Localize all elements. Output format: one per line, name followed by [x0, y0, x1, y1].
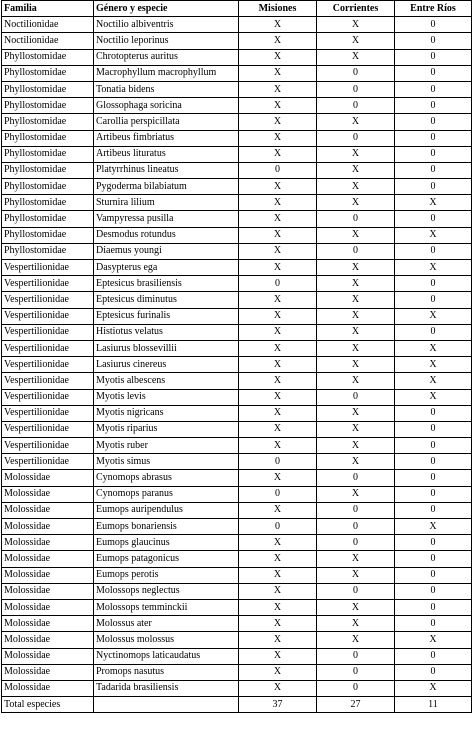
- species-cell: Tonatia bidens: [94, 81, 239, 97]
- misiones-cell: X: [239, 292, 317, 308]
- table-row: [2, 179, 472, 195]
- species-cell: Myotis albescens: [94, 373, 239, 389]
- misiones-cell: X: [239, 599, 317, 615]
- misiones-cell: X: [239, 130, 317, 146]
- table-row: [2, 486, 472, 502]
- species-cell: Eumops perotis: [94, 567, 239, 583]
- corrientes-cell: X: [317, 340, 395, 356]
- family-cell: Phyllostomidae: [2, 227, 94, 243]
- total-label: Total especies: [2, 697, 94, 713]
- misiones-cell: X: [239, 195, 317, 211]
- species-cell: Nyctinomops laticaudatus: [94, 648, 239, 664]
- species-cell: Chrotopterus auritus: [94, 49, 239, 65]
- family-cell: Phyllostomidae: [2, 65, 94, 81]
- misiones-cell: X: [239, 114, 317, 130]
- misiones-cell: X: [239, 648, 317, 664]
- misiones-cell: X: [239, 567, 317, 583]
- entre-rios-cell: 0: [395, 535, 472, 551]
- corrientes-cell: 0: [317, 130, 395, 146]
- corrientes-cell: 0: [317, 81, 395, 97]
- entre-rios-cell: 0: [395, 502, 472, 518]
- entre-rios-cell: X: [395, 227, 472, 243]
- family-cell: Vespertilionidae: [2, 405, 94, 421]
- entre-rios-cell: 0: [395, 454, 472, 470]
- species-cell: Lasiurus blossevillii: [94, 340, 239, 356]
- corrientes-cell: 0: [317, 519, 395, 535]
- family-cell: Molossidae: [2, 632, 94, 648]
- table-row: [2, 243, 472, 259]
- species-cell: Histiotus velatus: [94, 324, 239, 340]
- corrientes-cell: 0: [317, 680, 395, 696]
- misiones-cell: X: [239, 81, 317, 97]
- family-cell: Molossidae: [2, 519, 94, 535]
- family-cell: Vespertilionidae: [2, 454, 94, 470]
- table-row: [2, 98, 472, 114]
- entre-rios-cell: 0: [395, 162, 472, 178]
- family-cell: Molossidae: [2, 502, 94, 518]
- corrientes-cell: 0: [317, 648, 395, 664]
- entre-rios-cell: X: [395, 373, 472, 389]
- misiones-cell: X: [239, 535, 317, 551]
- species-cell: Eumops patagonicus: [94, 551, 239, 567]
- table-row: [2, 276, 472, 292]
- species-cell: Vampyressa pusilla: [94, 211, 239, 227]
- corrientes-cell: X: [317, 357, 395, 373]
- family-cell: Phyllostomidae: [2, 162, 94, 178]
- corrientes-cell: X: [317, 308, 395, 324]
- misiones-cell: 0: [239, 276, 317, 292]
- corrientes-cell: X: [317, 276, 395, 292]
- family-cell: Vespertilionidae: [2, 308, 94, 324]
- family-cell: Phyllostomidae: [2, 179, 94, 195]
- corrientes-cell: X: [317, 373, 395, 389]
- corrientes-cell: X: [317, 632, 395, 648]
- family-cell: Noctilionidae: [2, 17, 94, 33]
- table-body: [2, 17, 472, 697]
- table-row: [2, 33, 472, 49]
- family-cell: Vespertilionidae: [2, 340, 94, 356]
- misiones-cell: X: [239, 340, 317, 356]
- family-cell: Phyllostomidae: [2, 146, 94, 162]
- species-cell: Eumops bonariensis: [94, 519, 239, 535]
- family-cell: Phyllostomidae: [2, 243, 94, 259]
- misiones-cell: 0: [239, 519, 317, 535]
- misiones-cell: X: [239, 179, 317, 195]
- corrientes-cell: 0: [317, 389, 395, 405]
- misiones-cell: X: [239, 616, 317, 632]
- misiones-cell: X: [239, 17, 317, 33]
- table-row: [2, 535, 472, 551]
- misiones-cell: X: [239, 680, 317, 696]
- species-cell: Diaemus youngi: [94, 243, 239, 259]
- entre-rios-cell: 0: [395, 17, 472, 33]
- entre-rios-cell: X: [395, 195, 472, 211]
- corrientes-cell: X: [317, 438, 395, 454]
- species-cell: Tadarida brasiliensis: [94, 680, 239, 696]
- misiones-cell: X: [239, 389, 317, 405]
- misiones-cell: X: [239, 260, 317, 276]
- header-corrientes: Corrientes: [317, 1, 395, 17]
- corrientes-cell: X: [317, 146, 395, 162]
- table-row: [2, 308, 472, 324]
- table-row: [2, 421, 472, 437]
- entre-rios-cell: 0: [395, 292, 472, 308]
- misiones-cell: X: [239, 632, 317, 648]
- misiones-cell: 0: [239, 162, 317, 178]
- misiones-cell: X: [239, 49, 317, 65]
- corrientes-cell: 0: [317, 243, 395, 259]
- table-row: [2, 49, 472, 65]
- species-cell: Eumops auripendulus: [94, 502, 239, 518]
- misiones-cell: X: [239, 664, 317, 680]
- family-cell: Vespertilionidae: [2, 357, 94, 373]
- table-row: [2, 81, 472, 97]
- species-cell: Sturnira lilium: [94, 195, 239, 211]
- table-row: [2, 340, 472, 356]
- misiones-cell: X: [239, 405, 317, 421]
- entre-rios-cell: 0: [395, 616, 472, 632]
- misiones-cell: X: [239, 373, 317, 389]
- corrientes-cell: X: [317, 454, 395, 470]
- species-cell: Glossophaga soricina: [94, 98, 239, 114]
- species-cell: Desmodus rotundus: [94, 227, 239, 243]
- species-cell: Myotis nigricans: [94, 405, 239, 421]
- family-cell: Molossidae: [2, 486, 94, 502]
- family-cell: Vespertilionidae: [2, 276, 94, 292]
- table-row: [2, 260, 472, 276]
- species-cell: Molossus molossus: [94, 632, 239, 648]
- entre-rios-cell: X: [395, 389, 472, 405]
- table-row: [2, 292, 472, 308]
- corrientes-cell: X: [317, 567, 395, 583]
- species-cell: Macrophyllum macrophyllum: [94, 65, 239, 81]
- total-entre-rios: 11: [395, 697, 472, 713]
- family-cell: Vespertilionidae: [2, 373, 94, 389]
- species-cell: Cynomops paranus: [94, 486, 239, 502]
- header-misiones: Misiones: [239, 1, 317, 17]
- entre-rios-cell: 0: [395, 243, 472, 259]
- family-cell: Molossidae: [2, 567, 94, 583]
- entre-rios-cell: 0: [395, 421, 472, 437]
- misiones-cell: X: [239, 308, 317, 324]
- family-cell: Molossidae: [2, 470, 94, 486]
- species-cell: Pygoderma bilabiatum: [94, 179, 239, 195]
- entre-rios-cell: 0: [395, 551, 472, 567]
- table-row: [2, 502, 472, 518]
- family-cell: Molossidae: [2, 664, 94, 680]
- species-table-container: [1, 0, 471, 713]
- table-row: [2, 130, 472, 146]
- table-row: [2, 195, 472, 211]
- corrientes-cell: X: [317, 114, 395, 130]
- corrientes-cell: X: [317, 324, 395, 340]
- corrientes-cell: 0: [317, 502, 395, 518]
- corrientes-cell: X: [317, 405, 395, 421]
- corrientes-cell: X: [317, 616, 395, 632]
- corrientes-cell: X: [317, 260, 395, 276]
- corrientes-cell: X: [317, 599, 395, 615]
- entre-rios-cell: 0: [395, 211, 472, 227]
- misiones-cell: X: [239, 502, 317, 518]
- corrientes-cell: 0: [317, 470, 395, 486]
- total-misiones: 37: [239, 697, 317, 713]
- corrientes-cell: X: [317, 179, 395, 195]
- entre-rios-cell: 0: [395, 470, 472, 486]
- table-row: [2, 599, 472, 615]
- misiones-cell: X: [239, 470, 317, 486]
- family-cell: Phyllostomidae: [2, 98, 94, 114]
- family-cell: Vespertilionidae: [2, 292, 94, 308]
- species-cell: Myotis levis: [94, 389, 239, 405]
- corrientes-cell: X: [317, 292, 395, 308]
- entre-rios-cell: 0: [395, 648, 472, 664]
- family-cell: Phyllostomidae: [2, 114, 94, 130]
- table-row: [2, 114, 472, 130]
- misiones-cell: X: [239, 33, 317, 49]
- misiones-cell: X: [239, 551, 317, 567]
- family-cell: Phyllostomidae: [2, 195, 94, 211]
- family-cell: Molossidae: [2, 551, 94, 567]
- family-cell: Molossidae: [2, 616, 94, 632]
- entre-rios-cell: 0: [395, 81, 472, 97]
- corrientes-cell: X: [317, 227, 395, 243]
- entre-rios-cell: 0: [395, 567, 472, 583]
- table-row: [2, 551, 472, 567]
- misiones-cell: X: [239, 146, 317, 162]
- table-row: [2, 519, 472, 535]
- family-cell: Molossidae: [2, 648, 94, 664]
- misiones-cell: 0: [239, 454, 317, 470]
- entre-rios-cell: 0: [395, 276, 472, 292]
- misiones-cell: X: [239, 421, 317, 437]
- corrientes-cell: 0: [317, 535, 395, 551]
- table-row: [2, 227, 472, 243]
- entre-rios-cell: X: [395, 340, 472, 356]
- species-cell: Noctilio albiventris: [94, 17, 239, 33]
- species-cell: Molossus ater: [94, 616, 239, 632]
- entre-rios-cell: X: [395, 680, 472, 696]
- table-row: [2, 146, 472, 162]
- entre-rios-cell: 0: [395, 486, 472, 502]
- family-cell: Molossidae: [2, 680, 94, 696]
- species-cell: Molossops temminckii: [94, 599, 239, 615]
- corrientes-cell: 0: [317, 65, 395, 81]
- entre-rios-cell: 0: [395, 33, 472, 49]
- misiones-cell: X: [239, 583, 317, 599]
- species-cell: Carollia perspicillata: [94, 114, 239, 130]
- table-row: [2, 583, 472, 599]
- table-row: [2, 373, 472, 389]
- table-row: [2, 389, 472, 405]
- family-cell: Phyllostomidae: [2, 211, 94, 227]
- entre-rios-cell: 0: [395, 146, 472, 162]
- corrientes-cell: X: [317, 421, 395, 437]
- corrientes-cell: X: [317, 195, 395, 211]
- header-entre-rios: Entre Ríos: [395, 1, 472, 17]
- table-row: [2, 211, 472, 227]
- species-cell: Promops nasutus: [94, 664, 239, 680]
- misiones-cell: X: [239, 324, 317, 340]
- corrientes-cell: X: [317, 551, 395, 567]
- header-genero-especie: Género y especie: [94, 1, 239, 17]
- entre-rios-cell: 0: [395, 664, 472, 680]
- family-cell: Vespertilionidae: [2, 389, 94, 405]
- species-cell: Artibeus fimbriatus: [94, 130, 239, 146]
- family-cell: Molossidae: [2, 583, 94, 599]
- table-row: [2, 17, 472, 33]
- table-row: [2, 162, 472, 178]
- total-corrientes: 27: [317, 697, 395, 713]
- species-cell: Platyrrhinus lineatus: [94, 162, 239, 178]
- table-row: [2, 405, 472, 421]
- corrientes-cell: 0: [317, 98, 395, 114]
- table-row: [2, 616, 472, 632]
- misiones-cell: X: [239, 357, 317, 373]
- entre-rios-cell: 0: [395, 114, 472, 130]
- table-row: [2, 324, 472, 340]
- entre-rios-cell: 0: [395, 599, 472, 615]
- family-cell: Phyllostomidae: [2, 130, 94, 146]
- entre-rios-cell: X: [395, 260, 472, 276]
- table-row: [2, 648, 472, 664]
- species-cell: Noctilio leporinus: [94, 33, 239, 49]
- corrientes-cell: X: [317, 33, 395, 49]
- entre-rios-cell: 0: [395, 324, 472, 340]
- table-row: [2, 438, 472, 454]
- entre-rios-cell: 0: [395, 583, 472, 599]
- table-row: [2, 664, 472, 680]
- corrientes-cell: 0: [317, 583, 395, 599]
- misiones-cell: 0: [239, 486, 317, 502]
- corrientes-cell: X: [317, 486, 395, 502]
- family-cell: Molossidae: [2, 535, 94, 551]
- species-cell: Eptesicus furinalis: [94, 308, 239, 324]
- family-cell: Molossidae: [2, 599, 94, 615]
- corrientes-cell: 0: [317, 211, 395, 227]
- entre-rios-cell: 0: [395, 65, 472, 81]
- table-row: [2, 454, 472, 470]
- entre-rios-cell: 0: [395, 130, 472, 146]
- family-cell: Vespertilionidae: [2, 421, 94, 437]
- table-row: [2, 65, 472, 81]
- misiones-cell: X: [239, 438, 317, 454]
- table-row: [2, 357, 472, 373]
- family-cell: Noctilionidae: [2, 33, 94, 49]
- corrientes-cell: X: [317, 49, 395, 65]
- total-empty-cell: [94, 697, 239, 713]
- family-cell: Vespertilionidae: [2, 438, 94, 454]
- corrientes-cell: X: [317, 17, 395, 33]
- table-row: [2, 470, 472, 486]
- species-cell: Lasiurus cinereus: [94, 357, 239, 373]
- species-cell: Eumops glaucinus: [94, 535, 239, 551]
- species-cell: Artibeus lituratus: [94, 146, 239, 162]
- table-row: [2, 680, 472, 696]
- corrientes-cell: X: [317, 162, 395, 178]
- entre-rios-cell: 0: [395, 438, 472, 454]
- total-row: [2, 697, 472, 713]
- species-cell: Eptesicus brasiliensis: [94, 276, 239, 292]
- species-cell: Dasypterus ega: [94, 260, 239, 276]
- misiones-cell: X: [239, 243, 317, 259]
- species-cell: Eptesicus diminutus: [94, 292, 239, 308]
- family-cell: Vespertilionidae: [2, 324, 94, 340]
- entre-rios-cell: X: [395, 632, 472, 648]
- species-cell: Myotis ruber: [94, 438, 239, 454]
- entre-rios-cell: 0: [395, 98, 472, 114]
- entre-rios-cell: X: [395, 519, 472, 535]
- species-cell: Myotis riparius: [94, 421, 239, 437]
- species-cell: Cynomops abrasus: [94, 470, 239, 486]
- misiones-cell: X: [239, 65, 317, 81]
- species-cell: Myotis simus: [94, 454, 239, 470]
- misiones-cell: X: [239, 98, 317, 114]
- entre-rios-cell: 0: [395, 405, 472, 421]
- entre-rios-cell: 0: [395, 49, 472, 65]
- table-row: [2, 632, 472, 648]
- entre-rios-cell: 0: [395, 179, 472, 195]
- misiones-cell: X: [239, 211, 317, 227]
- entre-rios-cell: X: [395, 308, 472, 324]
- table-header-row: [2, 1, 472, 17]
- family-cell: Phyllostomidae: [2, 81, 94, 97]
- family-cell: Phyllostomidae: [2, 49, 94, 65]
- header-familia: Familia: [2, 1, 94, 17]
- species-cell: Molossops neglectus: [94, 583, 239, 599]
- family-cell: Vespertilionidae: [2, 260, 94, 276]
- misiones-cell: X: [239, 227, 317, 243]
- table-row: [2, 567, 472, 583]
- entre-rios-cell: X: [395, 357, 472, 373]
- corrientes-cell: 0: [317, 664, 395, 680]
- species-distribution-table: [1, 0, 472, 713]
